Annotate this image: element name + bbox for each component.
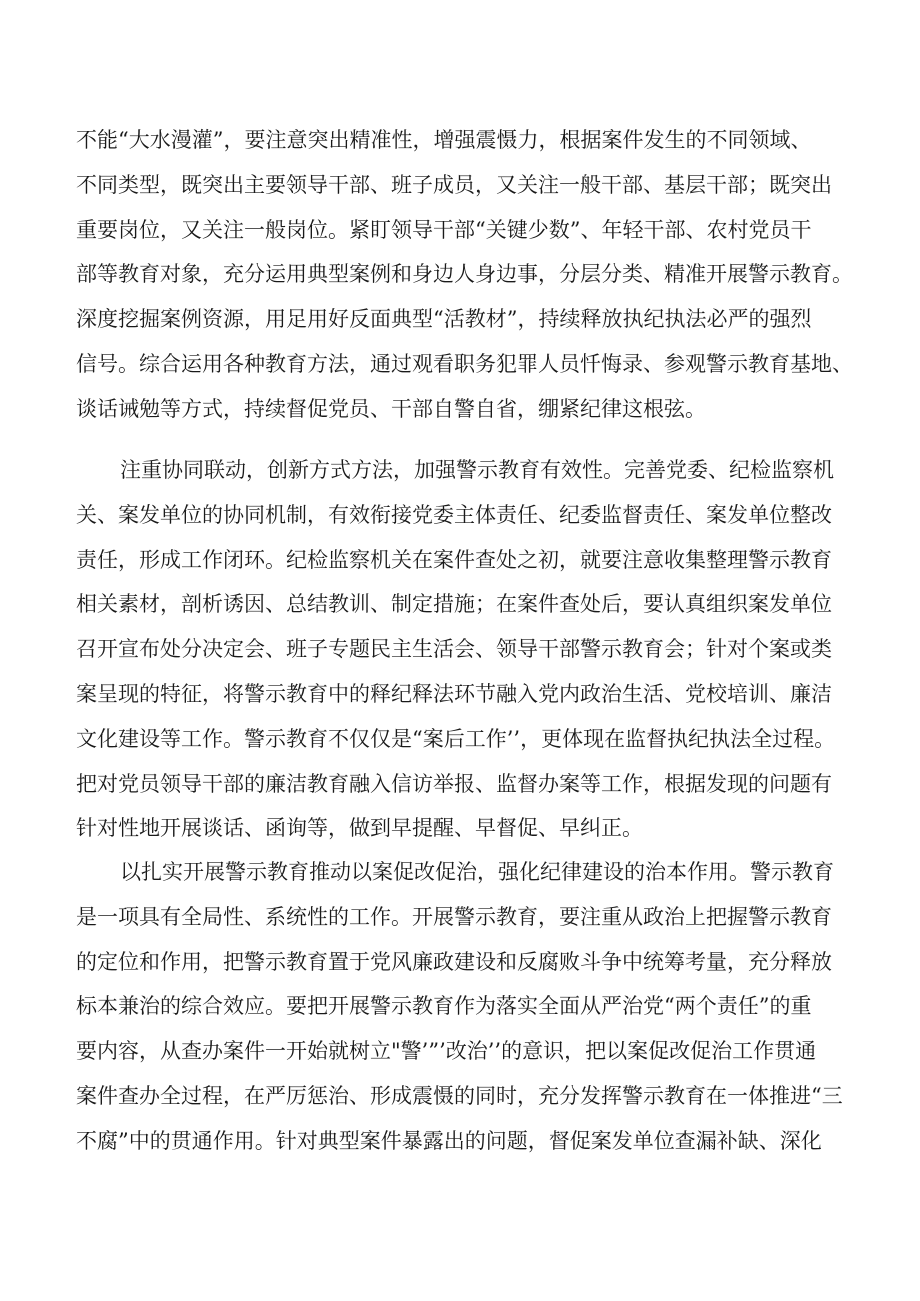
text-line: 的定位和作用，把警示教育置于党风廉政建设和反腐败斗争中统筹考量，充分释放 (76, 949, 832, 974)
text-line: 案件查办全过程，在严厉惩治、形成震慑的同时，充分发挥警示教育在一体推进“三 (76, 1083, 843, 1108)
paragraph-3 (76, 850, 858, 1164)
text-line: 相关素材，剖析诱因、总结教训、制定措施；在案件查处后，要认真组织案发单位 (76, 592, 832, 617)
paragraph-1 (76, 118, 858, 432)
text-line: 部等教育对象，充分运用典型案例和身边人身边事，分层分类、精准开展警示教育。 (76, 262, 853, 287)
text-line: 案呈现的特征，将警示教育中的释纪释法环节融入党内政治生活、党校培训、廉洁 (76, 681, 832, 706)
text-line: 关、案发单位的协同机制，有效衔接党委主体责任、纪委监督责任、案发单位整改 (76, 502, 832, 527)
text-line: 不腐”中的贯通作用。针对典型案件暴露出的问题，督促案发单位查漏补缺、深化 (76, 1128, 822, 1153)
text-line: 标本兼治的综合效应。要把开展警示教育作为落实全面从严治党“两个责任”的重 (76, 994, 812, 1019)
text-line: 责任，形成工作闭环。纪检监察机关在案件查处之初，就要注意收集整理警示教育 (76, 547, 832, 572)
text-line: 召开宣布处分决定会、班子专题民主生活会、领导干部警示教育会；针对个案或类 (76, 637, 832, 662)
text-line: 谈话诫勉等方式，持续督促党员、干部自警自省，绷紧纪律这根弦。 (76, 396, 706, 421)
paragraph-2 (76, 448, 858, 851)
text-line: 以扎实开展警示教育推动以案促改促治，强化纪律建设的治本作用。警示教育 (120, 860, 834, 884)
text-line: 把对党员领导干部的廉洁教育融入信访举报、监督办案等工作，根据发现的问题有 (76, 771, 832, 796)
text-line: 重要岗位，又关注一般岗位。紧盯领导干部“关键少数”、年轻干部、农村党员干 (76, 217, 812, 242)
text-line: 深度挖掘案例资源，用足用好反面典型“活教材”，持续释放执纪执法必严的强烈 (76, 307, 812, 332)
text-line: 针对性地开展谈话、函询等，做到早提醒、早督促、早纠正。 (76, 816, 643, 841)
text-line: 不能“大水漫灌”，要注意突出精准性，增强震慑力，根据案件发生的不同领域、 (76, 128, 812, 152)
text-line: 要内容，从查办案件一开始就树立"警’”’改治’’的意识，把以案促改促治工作贯通 (76, 1039, 817, 1064)
text-line: 是一项具有全局性、系统性的工作。开展警示教育，要注重从政治上把握警示教育 (76, 904, 832, 929)
text-line: 文化建设等工作。警示教育不仅仅是“案后工作’’，更体现在监督执纪执法全过程。 (76, 726, 836, 751)
text-line: 不同类型，既突出主要领导干部、班子成员，又关注一般干部、基层干部；既突出 (76, 172, 832, 197)
text-line: 注重协同联动，创新方式方法，加强警示教育有效性。完善党委、纪检监察机 (120, 458, 834, 482)
text-line: 信号。综合运用各种教育方法，通过观看职务犯罪人员忏悔录、参观警示教育基地、 (76, 351, 853, 376)
